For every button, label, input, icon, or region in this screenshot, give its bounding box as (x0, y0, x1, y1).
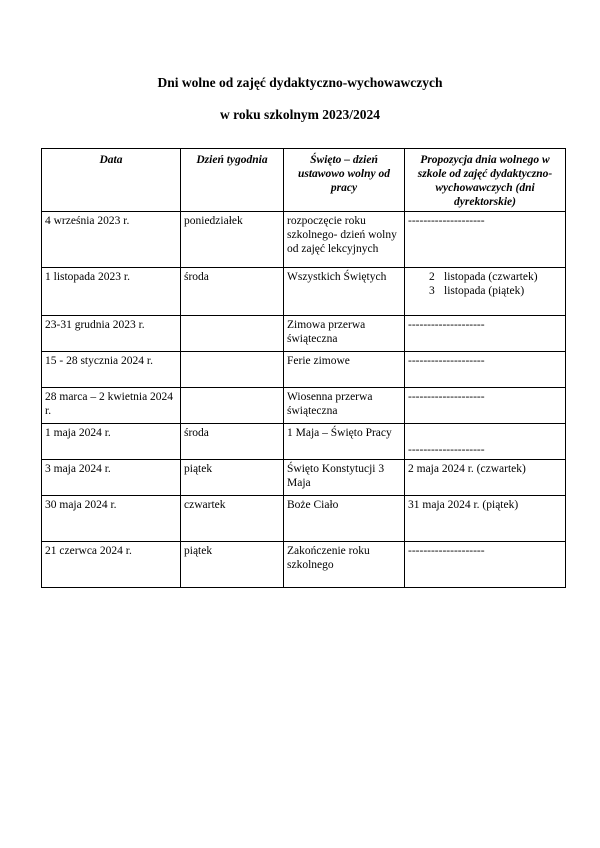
table-row (42, 388, 566, 424)
header-propozycja: Propozycja dnia wolnego w szkole od zajęć dydaktyczno-wychowawczych (dni dyrektorskie) (405, 149, 566, 212)
cell-propozycja: -------------------- (405, 316, 566, 352)
cell-propozycja: -------------------- (405, 424, 566, 460)
header-dzien: Dzień tygodnia (181, 149, 284, 212)
cell-data: 1 listopada 2023 r. (42, 268, 181, 316)
cell-data: 1 maja 2024 r. (42, 424, 181, 460)
header-swieto: Święto – dzień ustawowo wolny od pracy (284, 149, 405, 212)
cell-dzien: czwartek (181, 496, 284, 542)
cell-propozycja: -------------------- (405, 542, 566, 588)
table-row (42, 542, 566, 588)
page-title: Dni wolne od zajęć dydaktyczno-wychowawczych (157, 75, 443, 90)
table-row (42, 496, 566, 542)
table-row (42, 424, 566, 460)
table-row (42, 268, 566, 316)
page-subtitle: w roku szkolnym 2023/2024 (220, 107, 380, 122)
cell-data: 21 czerwca 2024 r. (42, 542, 181, 588)
cell-swieto: Święto Konstytucji 3 Maja (284, 460, 405, 496)
cell-propozycja: 31 maja 2024 r. (piątek) (405, 496, 566, 542)
header-data: Data (42, 149, 181, 212)
cell-swieto: 1 Maja – Święto Pracy (284, 424, 405, 460)
cell-swieto: Wiosenna przerwa świąteczna (284, 388, 405, 424)
cell-swieto: Ferie zimowe (284, 352, 405, 388)
list-item: 3 listopada (piątek) (429, 285, 525, 297)
list-item: 2 listopada (czwartek) (429, 271, 538, 283)
cell-data: 3 maja 2024 r. (42, 460, 181, 496)
cell-dzien: piątek (181, 542, 284, 588)
table-row (42, 316, 566, 352)
cell-dzien (181, 316, 284, 352)
cell-dzien: środa (181, 424, 284, 460)
cell-propozycja: -------------------- (405, 352, 566, 388)
table-header-row (42, 149, 566, 212)
cell-dzien: środa (181, 268, 284, 316)
cell-data: 30 maja 2024 r. (42, 496, 181, 542)
cell-swieto: Boże Ciało (284, 496, 405, 542)
cell-propozycja: -------------------- (405, 388, 566, 424)
table-row (42, 352, 566, 388)
cell-propozycja (405, 268, 566, 316)
cell-dzien (181, 352, 284, 388)
cell-data: 28 marca – 2 kwietnia 2024 r. (42, 388, 181, 424)
cell-dzien (181, 388, 284, 424)
cell-swieto: Zimowa przerwa świąteczna (284, 316, 405, 352)
table-row (42, 460, 566, 496)
cell-swieto: Zakończenie roku szkolnego (284, 542, 405, 588)
cell-data: 15 - 28 stycznia 2024 r. (42, 352, 181, 388)
cell-dzien: poniedziałek (181, 212, 284, 268)
cell-swieto: Wszystkich Świętych (284, 268, 405, 316)
cell-swieto: rozpoczęcie roku szkolnego- dzień wolny od zajęć lekcyjnych (284, 212, 405, 268)
table-row (42, 212, 566, 268)
days-off-table (41, 148, 566, 588)
cell-dzien: piątek (181, 460, 284, 496)
cell-propozycja: -------------------- (405, 212, 566, 268)
cell-data: 4 września 2023 r. (42, 212, 181, 268)
cell-propozycja: 2 maja 2024 r. (czwartek) (405, 460, 566, 496)
cell-data: 23-31 grudnia 2023 r. (42, 316, 181, 352)
propozycja-list (408, 270, 562, 298)
